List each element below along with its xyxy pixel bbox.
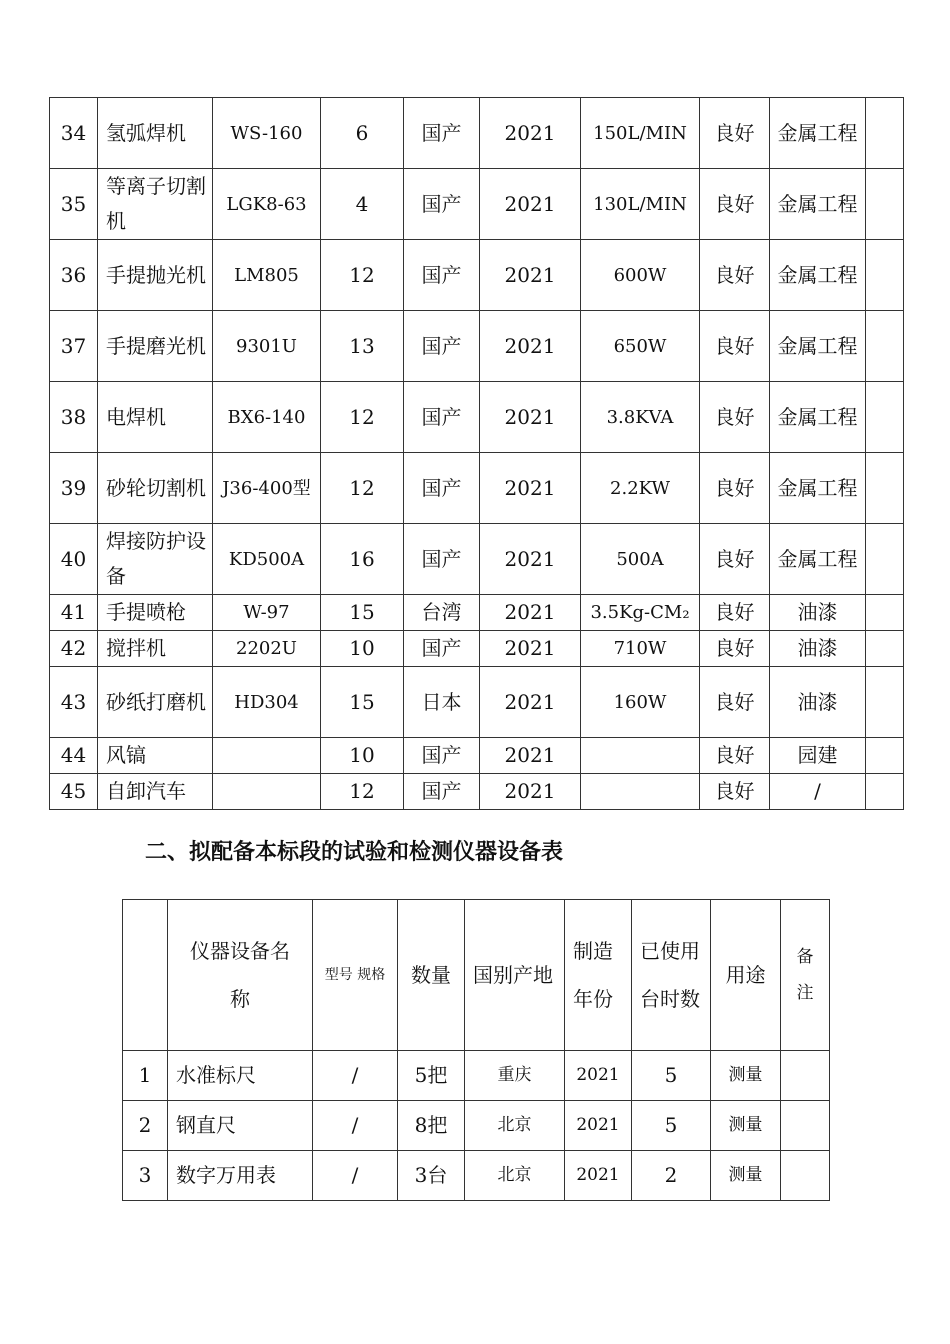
equipment-name: 搅拌机 [98,631,213,667]
row-number: 41 [50,595,98,631]
equipment-name: 自卸汽车 [98,774,213,810]
condition: 良好 [700,667,770,738]
row-number: 37 [50,311,98,382]
model-spec: / [313,1101,398,1151]
usage: 测量 [711,1051,781,1101]
condition: 良好 [700,631,770,667]
table-row [50,595,904,631]
equipment-name: 等离子切割机 [98,169,213,240]
table-row [50,453,904,524]
instrument-name: 水准标尺 [168,1051,313,1101]
table-row [50,98,904,169]
origin: 台湾 [404,595,480,631]
model-spec: 9301U [213,311,321,382]
rated-power: 600W [581,240,700,311]
equipment-name: 手提抛光机 [98,240,213,311]
remark [866,311,904,382]
condition: 良好 [700,524,770,595]
instrument-name: 数字万用表 [168,1151,313,1201]
model-spec: LM805 [213,240,321,311]
condition: 良好 [700,382,770,453]
usage: 测量 [711,1101,781,1151]
manufacture-year: 2021 [480,382,581,453]
rated-power: 3.8KVA [581,382,700,453]
used-hours: 5 [632,1101,711,1151]
quantity: 8把 [398,1101,465,1151]
rated-power: 130L/MIN [581,169,700,240]
condition: 良好 [700,738,770,774]
usage: 园建 [770,738,866,774]
model-spec: / [313,1051,398,1101]
quantity: 12 [321,382,404,453]
quantity: 12 [321,774,404,810]
row-number: 40 [50,524,98,595]
quantity: 5把 [398,1051,465,1101]
instrument-table [122,899,830,1201]
usage: 金属工程 [770,382,866,453]
usage: 测量 [711,1151,781,1201]
rated-power: 500A [581,524,700,595]
remark [866,240,904,311]
row-number: 34 [50,98,98,169]
rated-power [581,738,700,774]
manufacture-year: 2021 [480,631,581,667]
origin: 重庆 [465,1051,565,1101]
quantity: 4 [321,169,404,240]
model-spec: W-97 [213,595,321,631]
condition: 良好 [700,774,770,810]
row-number: 36 [50,240,98,311]
usage: 金属工程 [770,98,866,169]
row-number: 45 [50,774,98,810]
remark [866,169,904,240]
quantity: 15 [321,595,404,631]
rated-power: 650W [581,311,700,382]
table-row [50,382,904,453]
model-spec: LGK8-63 [213,169,321,240]
equipment-name: 氢弧焊机 [98,98,213,169]
row-number: 39 [50,453,98,524]
header-use: 用途 [711,900,781,1051]
remark [866,453,904,524]
equipment-name: 手提磨光机 [98,311,213,382]
model-spec: WS-160 [213,98,321,169]
rated-power: 2.2KW [581,453,700,524]
quantity: 16 [321,524,404,595]
quantity: 3台 [398,1151,465,1201]
equipment-table [49,97,904,810]
remark [866,631,904,667]
origin: 北京 [465,1101,565,1151]
usage: 金属工程 [770,240,866,311]
equipment-name: 砂纸打磨机 [98,667,213,738]
manufacture-year: 2021 [480,524,581,595]
manufacture-year: 2021 [480,738,581,774]
quantity: 15 [321,667,404,738]
table-header-row [123,900,830,1051]
model-spec: J36-400型 [213,453,321,524]
remark [866,774,904,810]
header-qty: 数量 [398,900,465,1051]
header-blank [123,900,168,1051]
rated-power [581,774,700,810]
manufacture-year: 2021 [480,311,581,382]
table-row [50,738,904,774]
origin: 国产 [404,524,480,595]
manufacture-year: 2021 [565,1151,632,1201]
usage: 油漆 [770,595,866,631]
table-row [50,774,904,810]
origin: 北京 [465,1151,565,1201]
table-row [50,169,904,240]
table-row [123,1051,830,1101]
origin: 国产 [404,631,480,667]
header-origin: 国别产地 [465,900,565,1051]
quantity: 6 [321,98,404,169]
equipment-name: 砂轮切割机 [98,453,213,524]
origin: 国产 [404,169,480,240]
condition: 良好 [700,595,770,631]
quantity: 13 [321,311,404,382]
quantity: 10 [321,738,404,774]
manufacture-year: 2021 [480,453,581,524]
rated-power: 710W [581,631,700,667]
row-number: 44 [50,738,98,774]
header-name: 仪器设备名称 [168,900,313,1051]
row-number: 3 [123,1151,168,1201]
usage: 金属工程 [770,311,866,382]
usage: 金属工程 [770,524,866,595]
row-number: 43 [50,667,98,738]
model-spec: HD304 [213,667,321,738]
row-number: 2 [123,1101,168,1151]
remark [781,1051,830,1101]
remark [866,595,904,631]
usage: / [770,774,866,810]
condition: 良好 [700,311,770,382]
used-hours: 5 [632,1051,711,1101]
condition: 良好 [700,240,770,311]
row-number: 35 [50,169,98,240]
table-row [50,240,904,311]
header-year: 制造年份 [565,900,632,1051]
usage: 油漆 [770,631,866,667]
used-hours: 2 [632,1151,711,1201]
rated-power: 160W [581,667,700,738]
table-row [50,524,904,595]
model-spec [213,738,321,774]
quantity: 12 [321,453,404,524]
model-spec: 2202U [213,631,321,667]
remark [781,1151,830,1201]
condition: 良好 [700,169,770,240]
equipment-name: 电焊机 [98,382,213,453]
model-spec: BX6-140 [213,382,321,453]
table-row [123,1151,830,1201]
origin: 国产 [404,382,480,453]
manufacture-year: 2021 [480,667,581,738]
equipment-name: 焊接防护设备 [98,524,213,595]
remark [866,98,904,169]
instrument-name: 钢直尺 [168,1101,313,1151]
usage: 金属工程 [770,453,866,524]
remark [866,382,904,453]
condition: 良好 [700,98,770,169]
origin: 国产 [404,240,480,311]
row-number: 38 [50,382,98,453]
model-spec: KD500A [213,524,321,595]
origin: 日本 [404,667,480,738]
manufacture-year: 2021 [565,1101,632,1151]
remark [781,1101,830,1151]
header-note: 备注 [781,900,830,1051]
header-hours: 已使用台时数 [632,900,711,1051]
table-row [50,667,904,738]
manufacture-year: 2021 [480,774,581,810]
remark [866,667,904,738]
row-number: 1 [123,1051,168,1101]
quantity: 12 [321,240,404,311]
model-spec [213,774,321,810]
origin: 国产 [404,738,480,774]
row-number: 42 [50,631,98,667]
remark [866,738,904,774]
manufacture-year: 2021 [565,1051,632,1101]
manufacture-year: 2021 [480,98,581,169]
table-row [50,631,904,667]
equipment-name: 风镐 [98,738,213,774]
origin: 国产 [404,453,480,524]
origin: 国产 [404,774,480,810]
usage: 油漆 [770,667,866,738]
model-spec: / [313,1151,398,1201]
origin: 国产 [404,98,480,169]
header-model: 型号 规格 [313,900,398,1051]
table-row [50,311,904,382]
equipment-name: 手提喷枪 [98,595,213,631]
manufacture-year: 2021 [480,169,581,240]
table-row [123,1101,830,1151]
manufacture-year: 2021 [480,595,581,631]
rated-power: 3.5Kg-CM₂ [581,595,700,631]
section-heading: 二、拟配备本标段的试验和检测仪器设备表 [145,840,564,865]
remark [866,524,904,595]
quantity: 10 [321,631,404,667]
rated-power: 150L/MIN [581,98,700,169]
condition: 良好 [700,453,770,524]
manufacture-year: 2021 [480,240,581,311]
origin: 国产 [404,311,480,382]
usage: 金属工程 [770,169,866,240]
